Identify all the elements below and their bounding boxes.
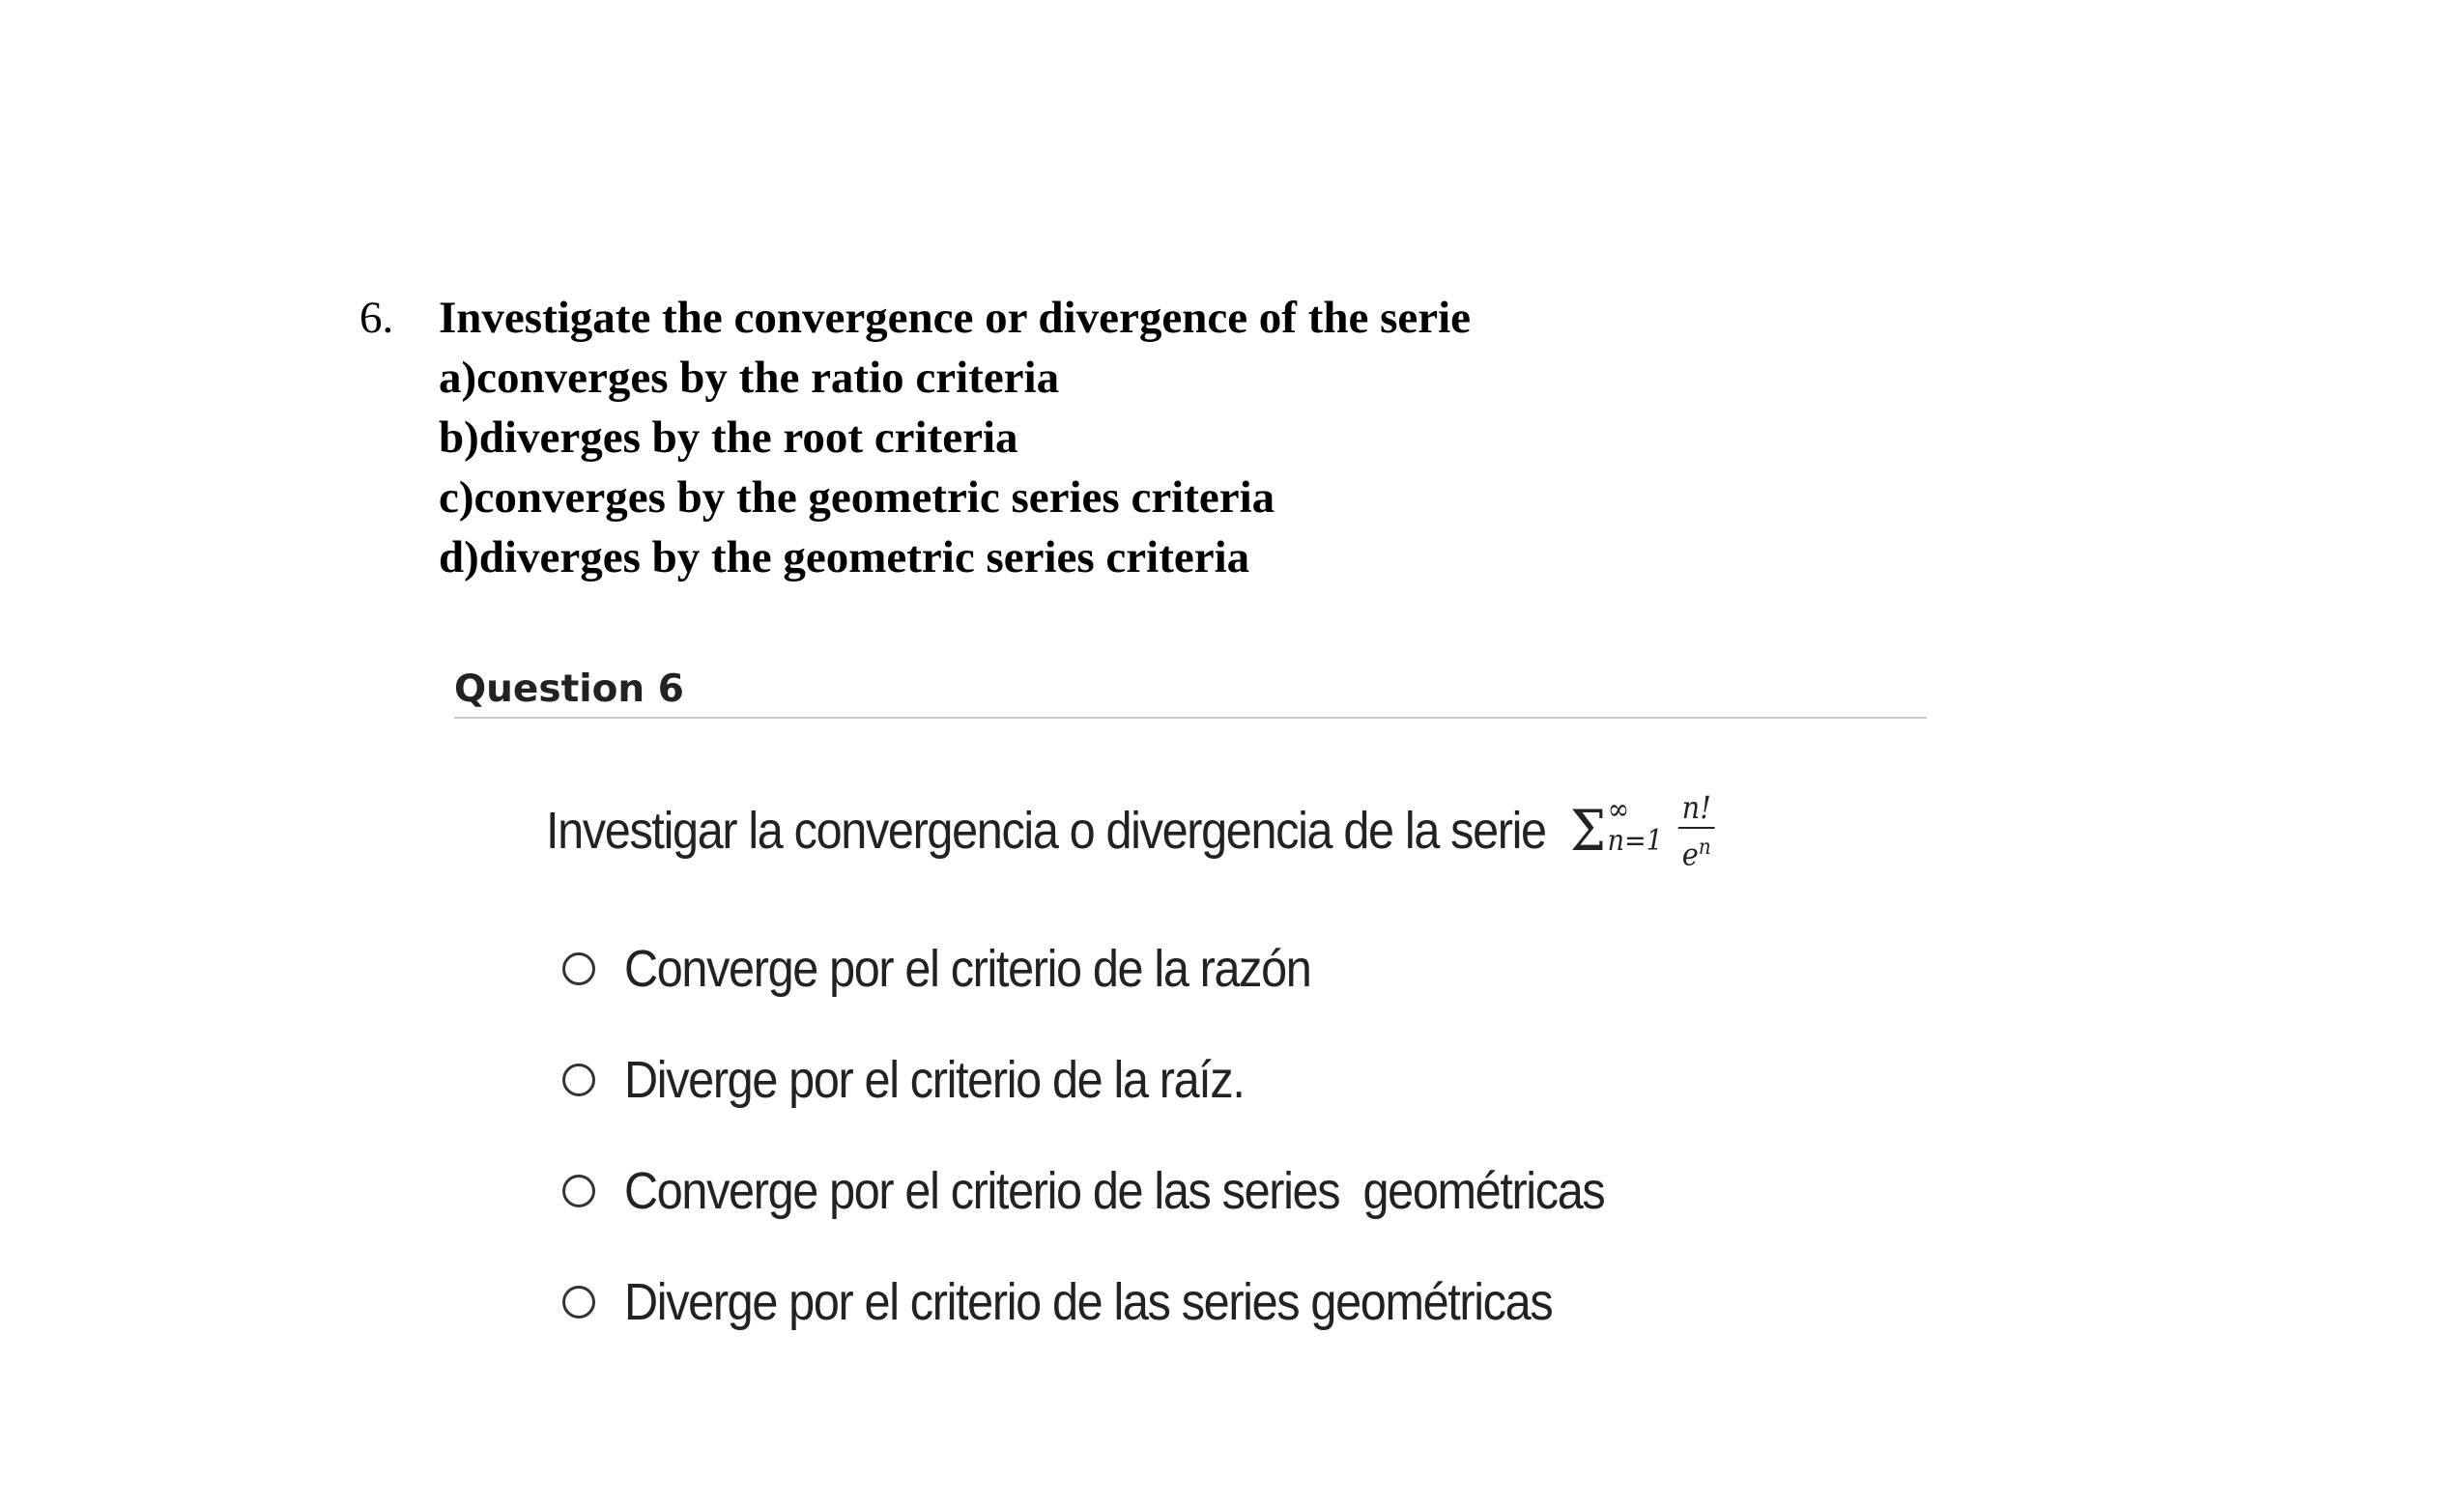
question-prompt bbox=[546, 790, 1714, 872]
english-option-b: b)diverges by the root criteria bbox=[439, 412, 1018, 463]
fraction-denominator bbox=[1682, 829, 1711, 872]
answer-option-label[interactable]: Diverge por el criterio de las series geométricas bbox=[624, 1273, 1553, 1331]
radio-button-icon[interactable] bbox=[562, 1286, 595, 1319]
answer-option-2[interactable] bbox=[562, 1043, 1713, 1117]
sum-limits bbox=[1607, 793, 1663, 859]
radio-button-icon[interactable] bbox=[562, 1064, 595, 1096]
answer-option-label[interactable]: Diverge por el criterio de la raíz. bbox=[624, 1051, 1245, 1109]
answer-option-3[interactable] bbox=[562, 1154, 1713, 1228]
english-option-d: d)diverges by the geometric series criteria bbox=[439, 532, 1250, 582]
answer-option-4[interactable] bbox=[562, 1265, 1713, 1339]
sum-upper-limit: ∞ bbox=[1607, 793, 1630, 828]
answer-option-1[interactable] bbox=[562, 932, 1713, 1006]
prompt-text: Investigar la convergencia o divergencia de la serie bbox=[546, 802, 1546, 861]
denominator-exponent: n bbox=[1698, 836, 1711, 860]
denominator-base: e bbox=[1681, 836, 1699, 873]
answer-option-label[interactable]: Converge por el criterio de las series geométricas bbox=[624, 1162, 1605, 1220]
english-question-block bbox=[359, 288, 1471, 587]
answer-options bbox=[562, 932, 1713, 1376]
sum-lower-limit: n=1 bbox=[1607, 824, 1663, 859]
series-term-fraction bbox=[1678, 790, 1714, 872]
english-option-c: c)converges by the geometric series criteria bbox=[439, 472, 1275, 523]
english-option-a: a)converges by the ratio criteria bbox=[439, 353, 1060, 403]
english-question-row bbox=[359, 288, 1471, 348]
answer-option-label[interactable]: Converge por el criterio de la razón bbox=[624, 940, 1311, 998]
english-question-text: Investigate the convergence or divergence of the serie bbox=[439, 293, 1472, 343]
sigma-symbol: Σ bbox=[1569, 798, 1606, 865]
radio-button-icon[interactable] bbox=[562, 952, 595, 985]
radio-button-icon[interactable] bbox=[562, 1175, 595, 1207]
question-header: Question 6 bbox=[454, 663, 1927, 719]
question-number: 6. bbox=[359, 293, 394, 343]
fraction-numerator: n! bbox=[1678, 790, 1714, 829]
series-formula bbox=[1570, 790, 1714, 872]
